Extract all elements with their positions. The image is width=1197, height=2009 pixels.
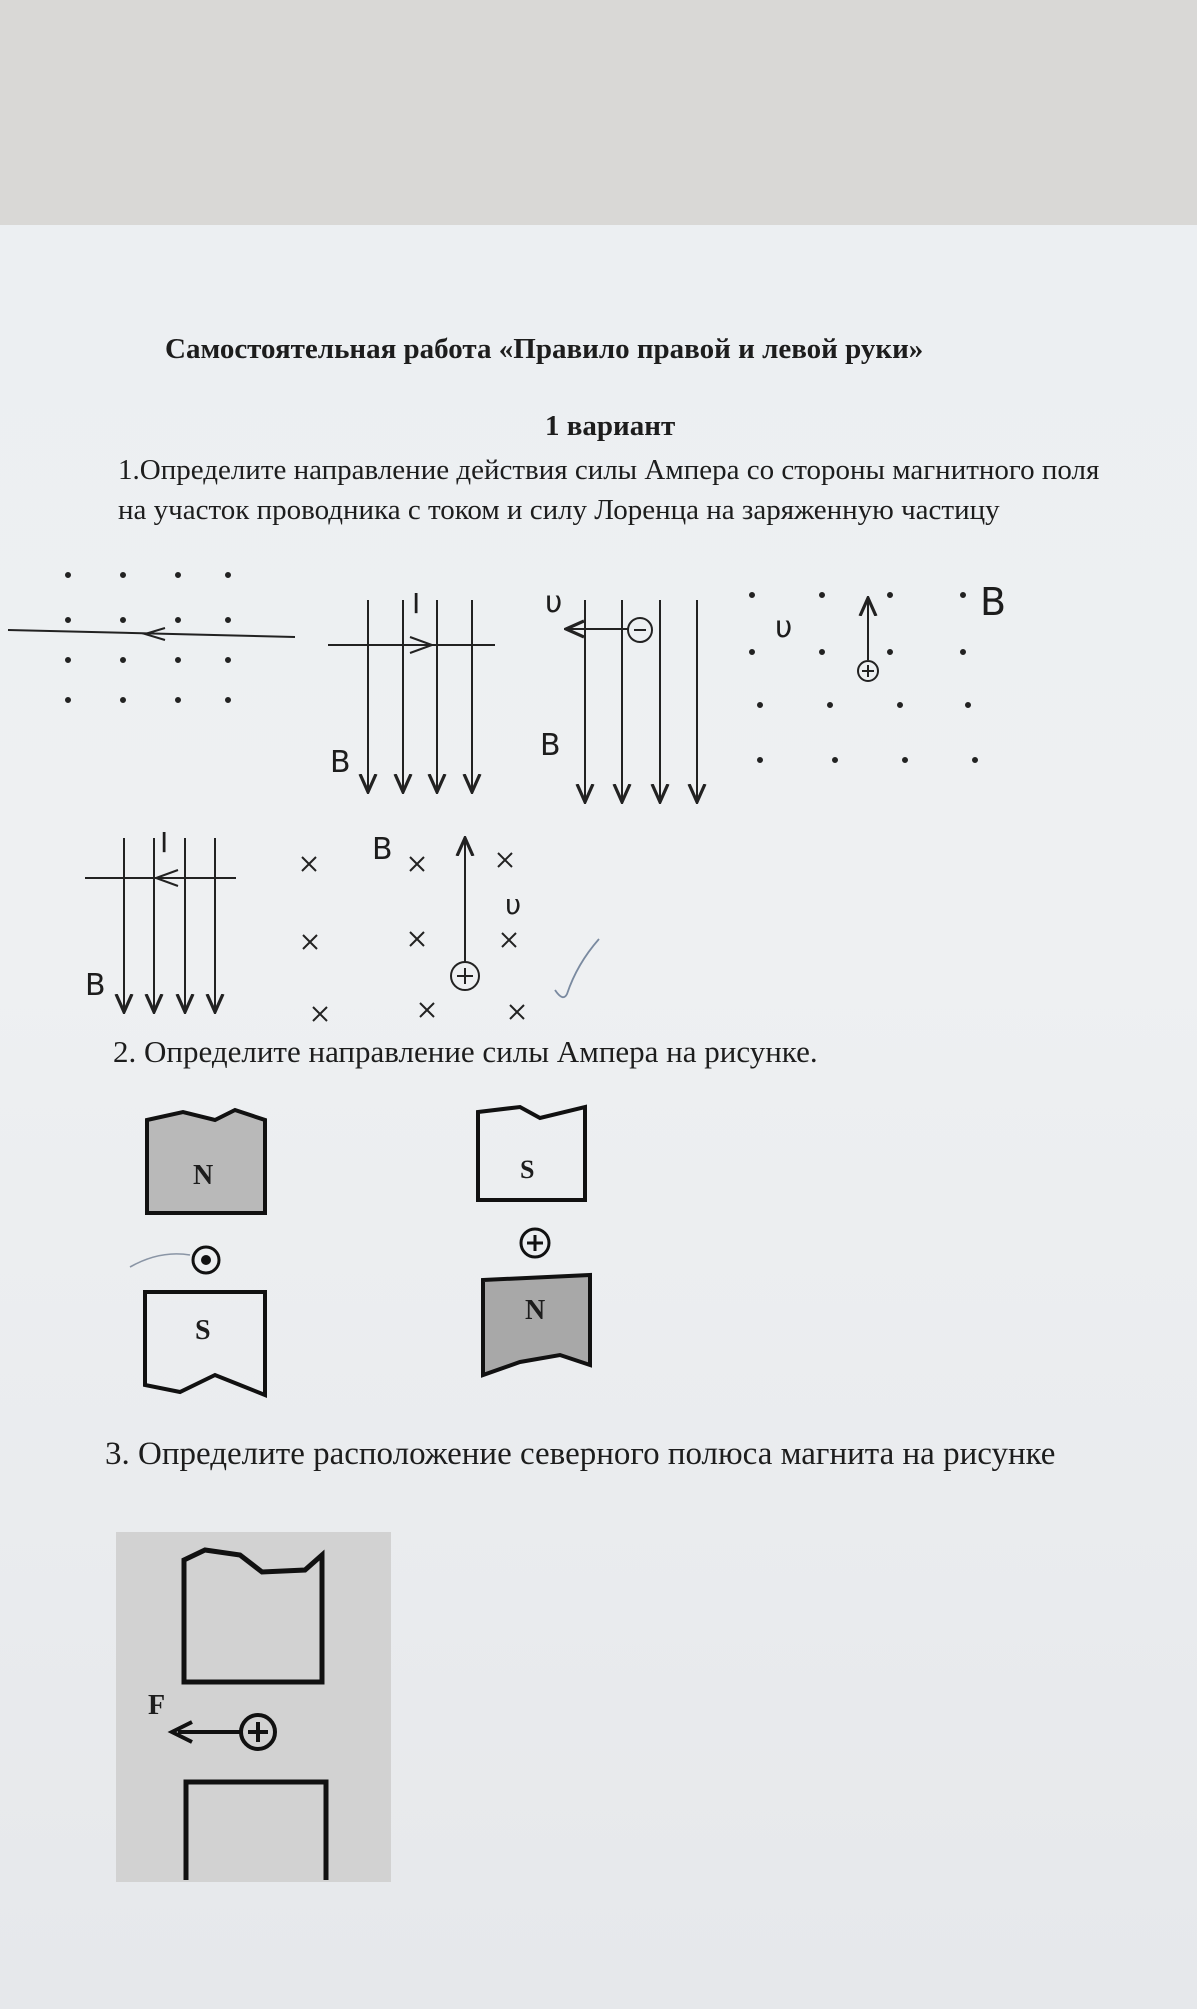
label-field: B (330, 745, 351, 780)
label-current: I (412, 587, 421, 620)
label-field: B (372, 832, 393, 867)
task-2-text: 2. Определите направление силы Ампера на рисунке. (113, 1034, 818, 1069)
label-velocity: υ (545, 585, 563, 620)
label-field: B (85, 968, 106, 1003)
label-field: B (540, 728, 561, 763)
magnet-pole-label: S (520, 1155, 535, 1184)
label-velocity: υ (505, 888, 522, 921)
worksheet-title: Самостоятельная работа «Правило правой и левой руки» (165, 333, 924, 365)
magnet-pole-label: S (195, 1315, 211, 1346)
task-3-text: 3. Определите расположение северного полюса магнита на рисунке (105, 1436, 1056, 1472)
magnet-pole-label: N (193, 1160, 214, 1191)
label-velocity: υ (775, 610, 793, 645)
label-current: I (160, 826, 169, 859)
magnet-pole-label: N (525, 1295, 546, 1326)
task-1-text: 1.Определите направление действия силы Ампера со стороны магнитного поля на участок проводника с током и силу Лоренца на заряженную частицу (118, 454, 1100, 526)
variant-heading: 1 вариант (545, 410, 676, 442)
label-field: B (980, 580, 1007, 624)
force-label: F (148, 1690, 166, 1721)
